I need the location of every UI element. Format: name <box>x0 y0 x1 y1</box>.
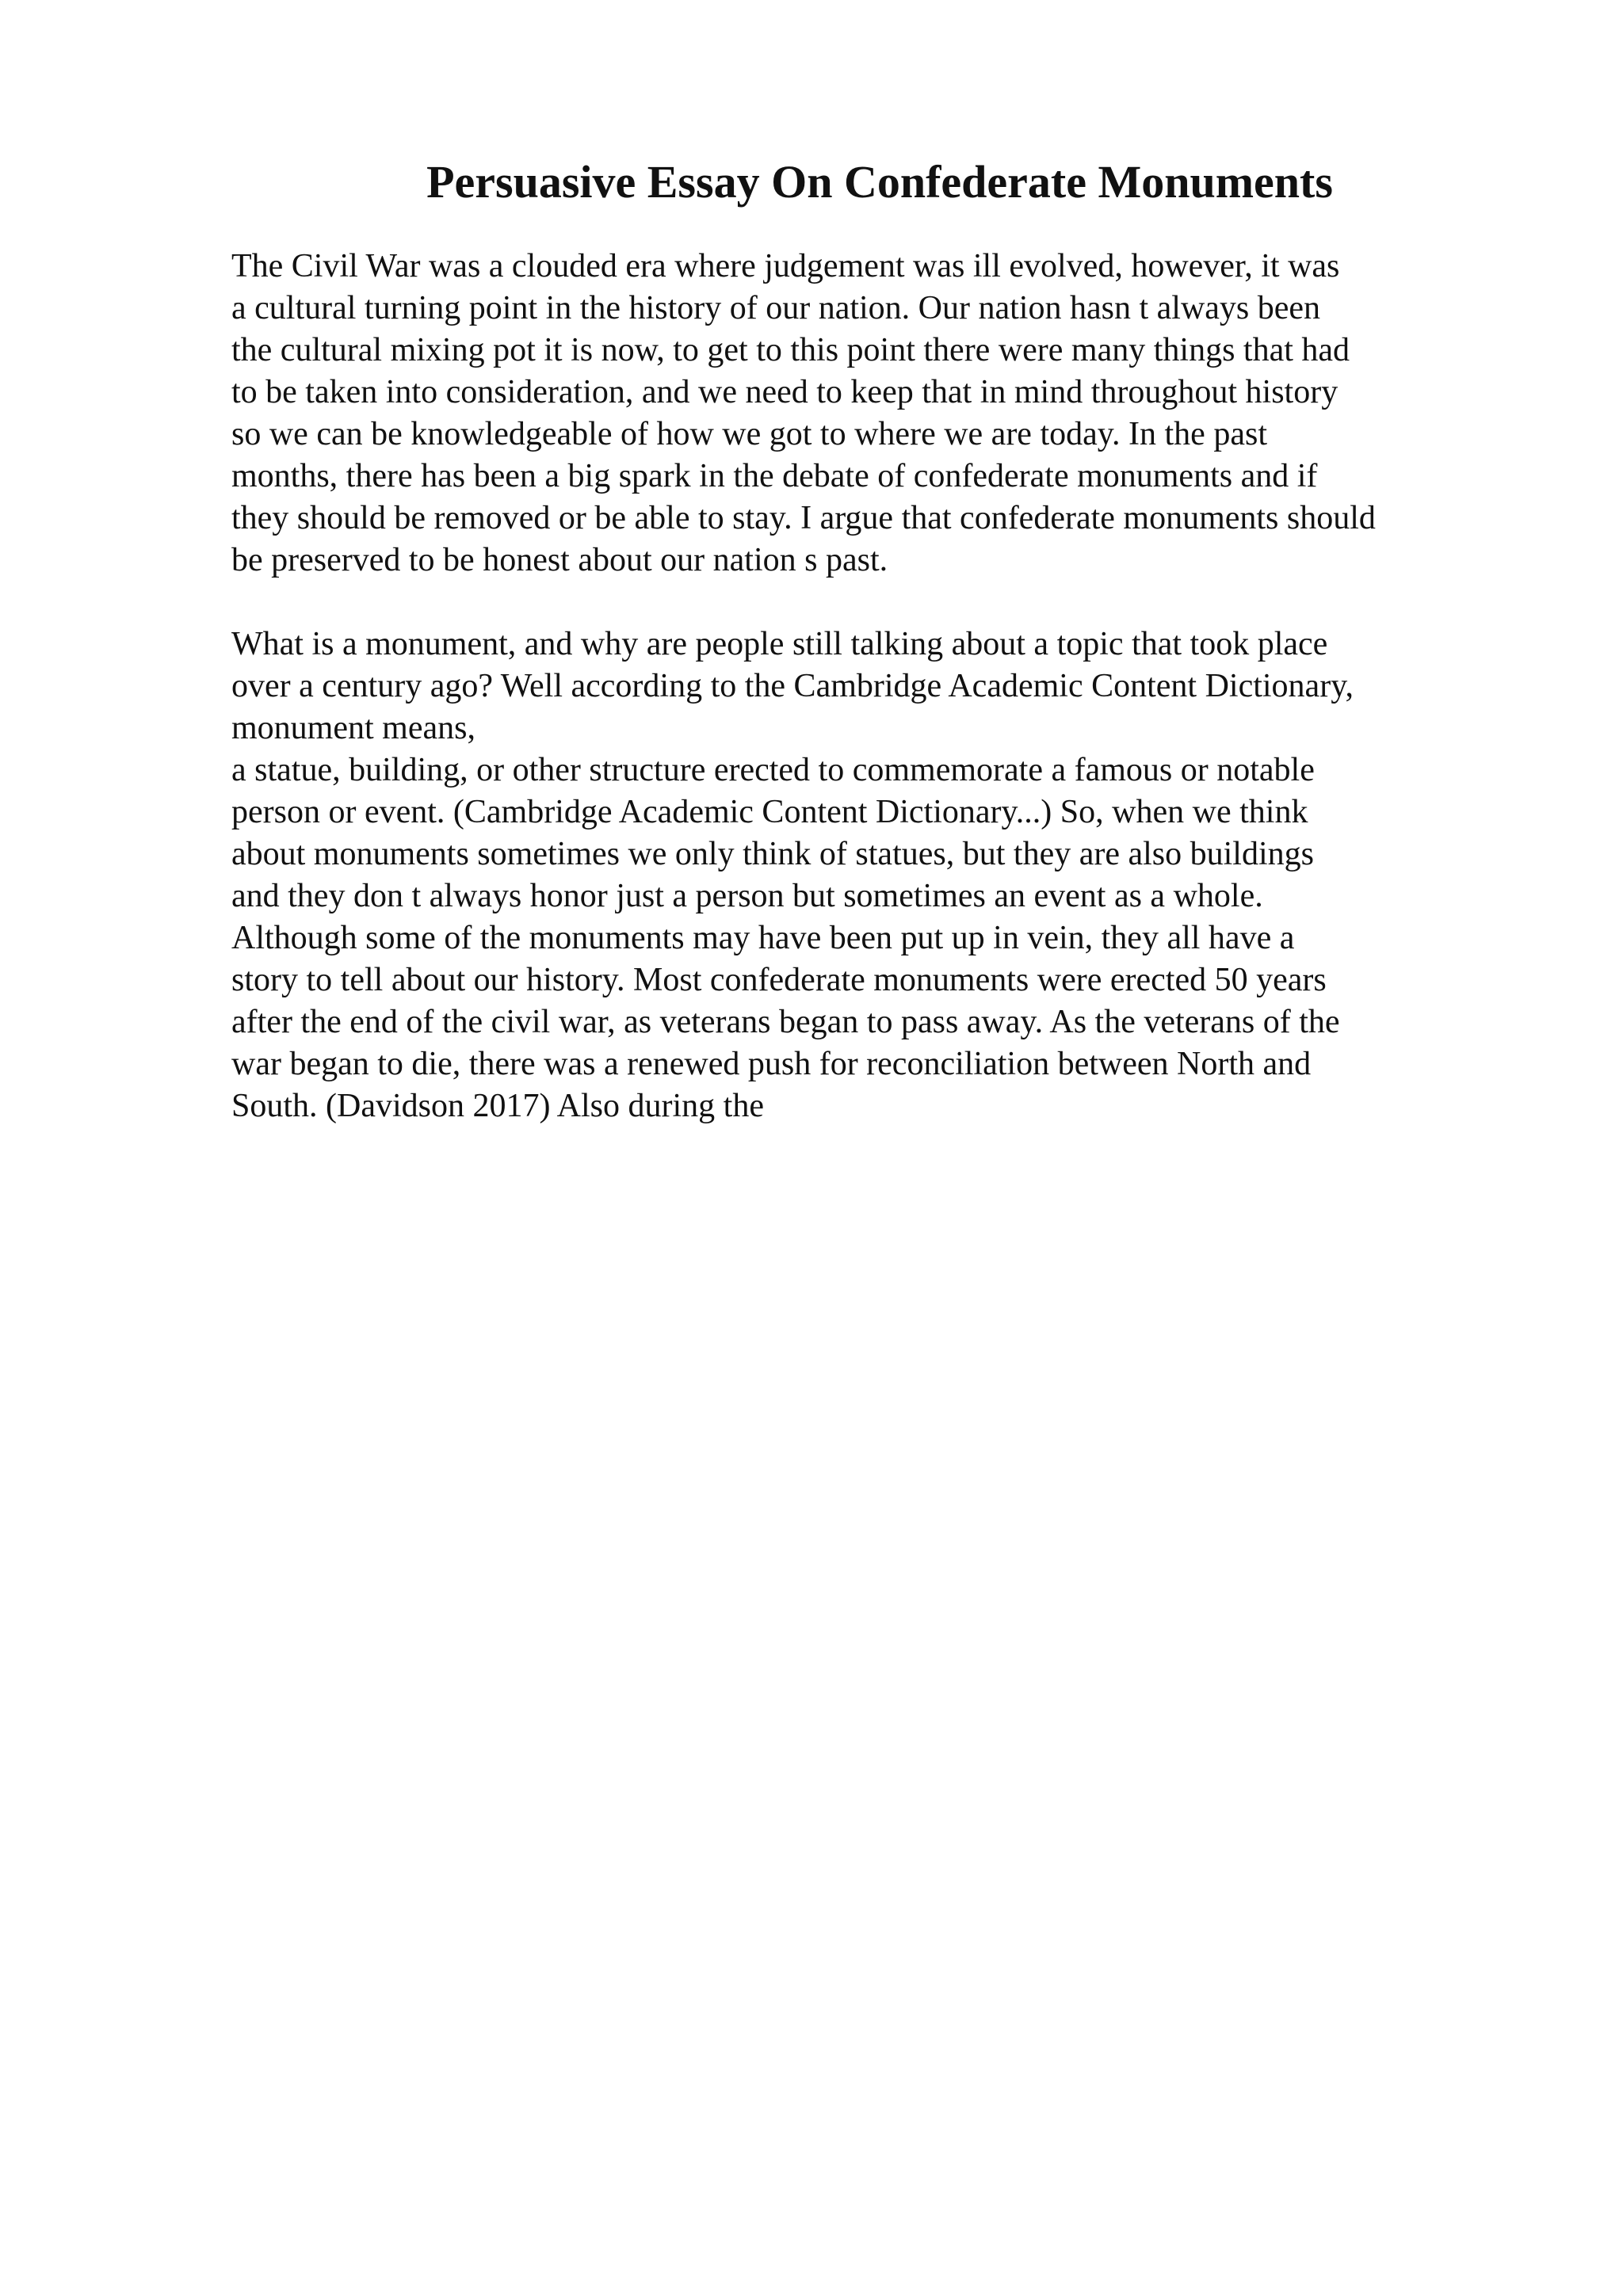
text-line: the cultural mixing pot it is now, to get to this point there were many things that had <box>231 332 1350 368</box>
text-line: person or event. (Cambridge Academic Content Dictionary...) So, when we think <box>231 794 1308 830</box>
document-title: Persuasive Essay On Confederate Monuments <box>426 156 1333 208</box>
paragraph-2 <box>231 624 1539 1127</box>
text-line: a statue, building, or other structure erected to commemorate a famous or notable <box>231 752 1315 788</box>
text-line: What is a monument, and why are people still talking about a topic that took place <box>231 626 1328 662</box>
text-line: be preserved to be honest about our nation s past. <box>231 542 888 578</box>
text-line: they should be removed or be able to stay. I argue that confederate monuments should <box>231 500 1376 536</box>
text-line: Although some of the monuments may have been put up in vein, they all have a <box>231 920 1295 956</box>
paragraph-1 <box>231 246 1539 582</box>
text-line: The Civil War was a clouded era where judgement was ill evolved, however, it was <box>231 248 1340 284</box>
text-line: monument means, <box>231 710 475 746</box>
text-line: so we can be knowledgeable of how we got to where we are today. In the past <box>231 416 1267 452</box>
document-body <box>231 246 1539 1169</box>
text-line: a cultural turning point in the history of our nation. Our nation hasn t always been <box>231 290 1321 326</box>
text-line: after the end of the civil war, as veterans began to pass away. As the veterans of the <box>231 1004 1340 1040</box>
text-line: story to tell about our history. Most confederate monuments were erected 50 years <box>231 962 1327 998</box>
text-line: and they don t always honor just a person but sometimes an event as a whole. <box>231 878 1263 914</box>
text-line: months, there has been a big spark in the debate of confederate monuments and if <box>231 458 1318 494</box>
text-line: about monuments sometimes we only think of statues, but they are also buildings <box>231 836 1314 872</box>
text-line: over a century ago? Well according to the Cambridge Academic Content Dictionary, <box>231 668 1354 704</box>
text-line: South. (Davidson 2017) Also during the <box>231 1088 764 1124</box>
text-line: war began to die, there was a renewed push for reconciliation between North and <box>231 1046 1312 1082</box>
text-line: to be taken into consideration, and we need to keep that in mind throughout history <box>231 374 1338 410</box>
